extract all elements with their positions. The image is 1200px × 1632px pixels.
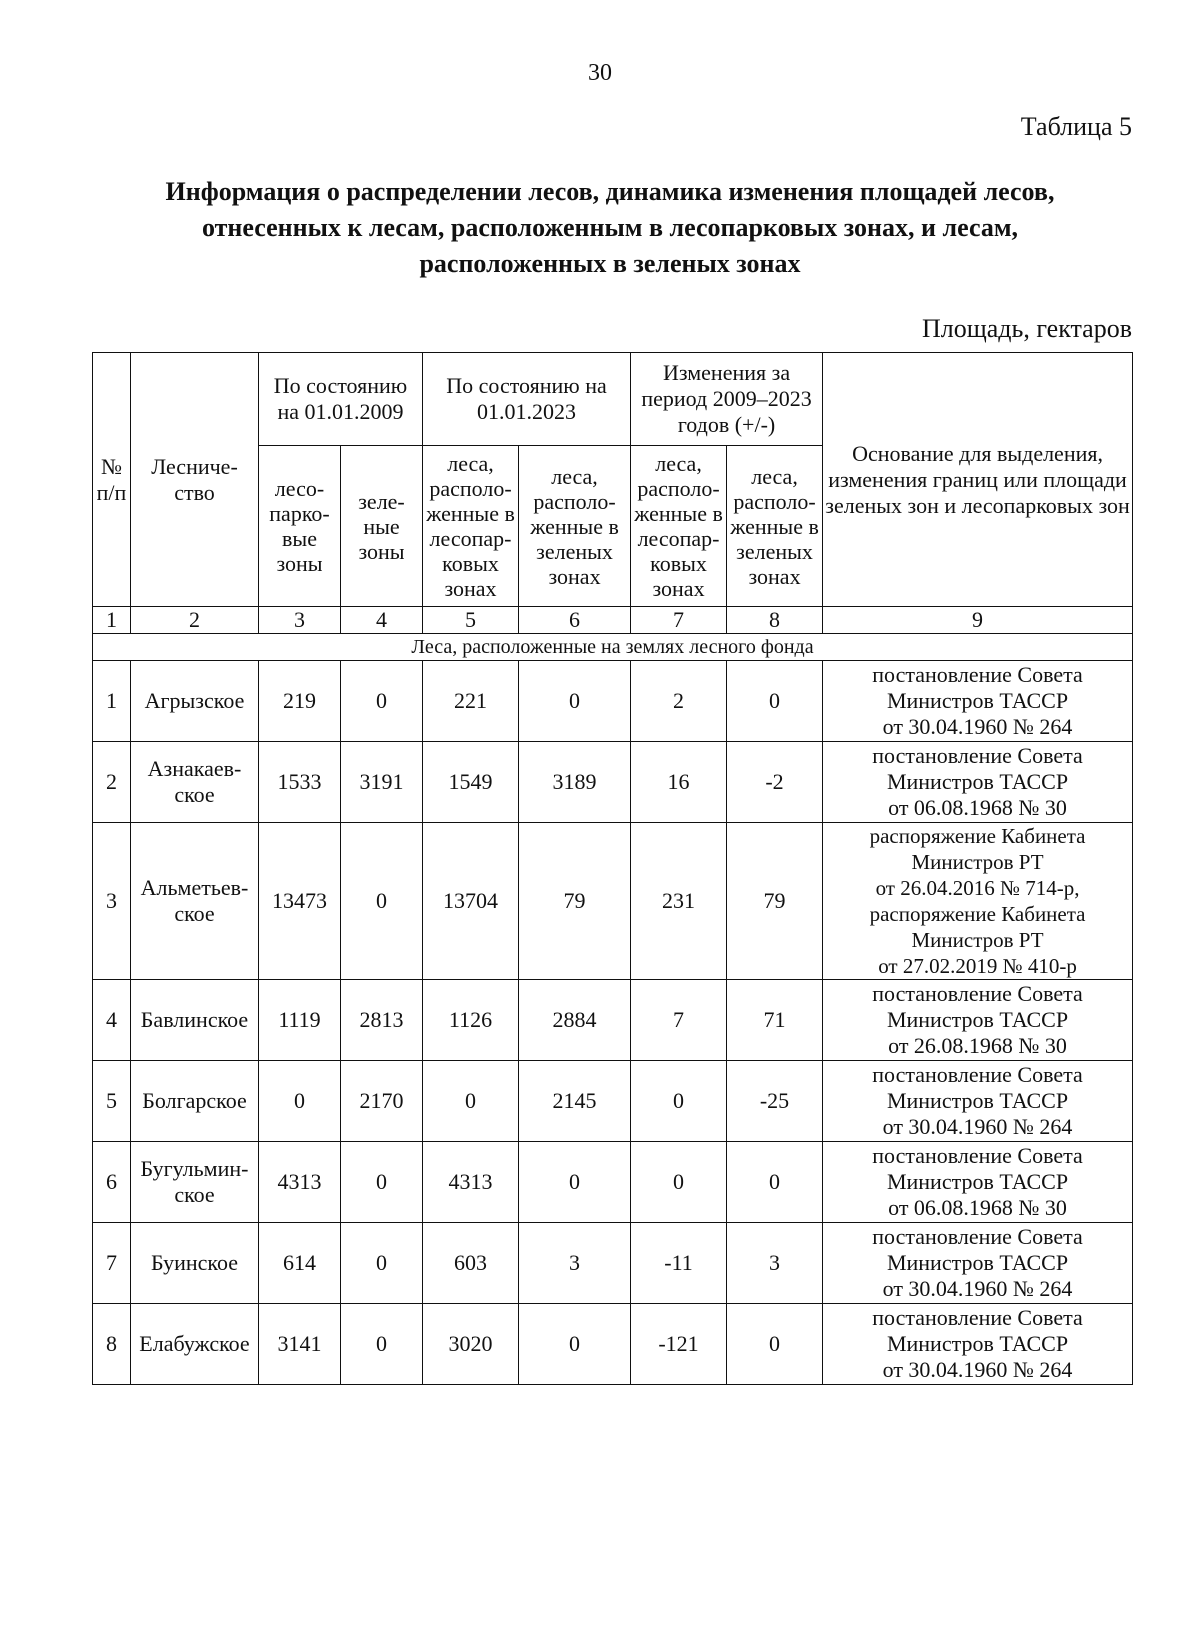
forestry-name: Бавлинское [131,980,259,1061]
row-number: 2 [93,742,131,823]
basis-line: от 30.04.1960 № 264 [882,1357,1073,1382]
row-number: 3 [93,823,131,980]
change-green-zone: 71 [727,980,823,1061]
basis-line: Министров ТАССР [886,1007,1069,1032]
title-line: отнесенных к лесам, расположенным в лесопарковых зонах, и лесам, [201,213,1019,242]
forestry-name: Елабужское [131,1304,259,1385]
change-green-zone: 79 [727,823,823,980]
basis-line: Министров ТАССР [886,1169,1069,1194]
basis-line: от 30.04.1960 № 264 [882,1276,1073,1301]
change-forest-park: 16 [631,742,727,823]
row-number: 1 [93,661,131,742]
header-state-2023: По состоянию на 01.01.2023 [423,353,631,446]
basis-cell [823,1142,1133,1223]
row-number: 7 [93,1223,131,1304]
forest-park-2009: 0 [259,1061,341,1142]
forest-park-2023: 13704 [423,823,519,980]
column-number: 1 [93,607,131,634]
change-green-zone: 0 [727,661,823,742]
header-forests-in-green-zones: леса, располо-женные в зеленых зонах [519,446,631,607]
table-row [93,1061,1133,1142]
basis-line: от 26.08.1968 № 30 [888,1033,1067,1058]
column-numbers-row [93,607,1133,634]
table-row [93,823,1133,980]
green-zone-2009: 0 [341,1223,423,1304]
forest-park-2009: 219 [259,661,341,742]
green-zone-2023: 2145 [519,1061,631,1142]
title-line: Информация о распределении лесов, динамика изменения площадей лесов, [165,177,1055,206]
basis-line: от 26.04.2016 № 714-р, [875,876,1080,900]
forest-park-2009: 614 [259,1223,341,1304]
forest-distribution-table [92,352,1133,1385]
basis-line: Министров ТАССР [886,688,1069,713]
basis-cell [823,742,1133,823]
table-row [93,742,1133,823]
table-row [93,1304,1133,1385]
change-green-zone: -25 [727,1061,823,1142]
column-number: 8 [727,607,823,634]
page-number: 30 [588,60,612,86]
basis-cell [823,823,1133,980]
forestry-name: Бугульмин-ское [131,1142,259,1223]
column-number: 5 [423,607,519,634]
green-zone-2009: 0 [341,661,423,742]
forest-park-2009: 4313 [259,1142,341,1223]
row-number: 5 [93,1061,131,1142]
header-basis: Основание для выделения, изменения границ или площади зеленых зон и лесопарковых зон [823,353,1133,607]
forest-park-2023: 603 [423,1223,519,1304]
green-zone-2023: 0 [519,1304,631,1385]
basis-line: распоряжение Кабинета [869,902,1086,926]
forestry-name: Агрызское [131,661,259,742]
change-forest-park: 231 [631,823,727,980]
header-forests-in-forest-park-zones: леса, располо-женные в лесопар-ковых зонах [423,446,519,607]
section-row [93,634,1133,661]
row-number: 4 [93,980,131,1061]
column-number: 4 [341,607,423,634]
forest-park-2023: 0 [423,1061,519,1142]
green-zone-2009: 0 [341,823,423,980]
forestry-name: Альметьев-ское [131,823,259,980]
forest-park-2023: 4313 [423,1142,519,1223]
basis-line: от 30.04.1960 № 264 [882,1114,1073,1139]
change-green-zone: 0 [727,1304,823,1385]
green-zone-2009: 0 [341,1142,423,1223]
forest-park-2023: 1126 [423,980,519,1061]
basis-line: Министров ТАССР [886,769,1069,794]
forest-park-2023: 1549 [423,742,519,823]
basis-line: Министров ТАССР [886,1331,1069,1356]
basis-line: постановление Совета [872,1062,1083,1087]
change-forest-park: -11 [631,1223,727,1304]
section-title: Леса, расположенные на землях лесного фонда [93,634,1133,661]
forest-park-2023: 221 [423,661,519,742]
change-green-zone: 3 [727,1223,823,1304]
row-number: 8 [93,1304,131,1385]
forestry-name: Буинское [131,1223,259,1304]
basis-line: от 27.02.2019 № 410-р [878,954,1077,978]
column-number: 3 [259,607,341,634]
green-zone-2023: 0 [519,1142,631,1223]
basis-line: Министров РТ [911,928,1044,952]
column-number: 2 [131,607,259,634]
basis-cell [823,1304,1133,1385]
header-change: Изменения за период 2009–2023 годов (+/-) [631,353,823,446]
forestry-name: Азнакаев-ское [131,742,259,823]
basis-cell [823,661,1133,742]
basis-line: Министров ТАССР [886,1088,1069,1113]
basis-line: от 30.04.1960 № 264 [882,714,1073,739]
basis-cell [823,1061,1133,1142]
basis-line: от 06.08.1968 № 30 [888,795,1067,820]
header-green-zones: зеле-ные зоны [341,446,423,607]
basis-line: постановление Совета [872,662,1083,687]
change-forest-park: 2 [631,661,727,742]
basis-cell [823,980,1133,1061]
forest-park-2009: 3141 [259,1304,341,1385]
green-zone-2009: 2170 [341,1061,423,1142]
basis-line: распоряжение Кабинета [869,824,1086,848]
table-row [93,980,1133,1061]
table-row [93,1142,1133,1223]
green-zone-2009: 3191 [341,742,423,823]
document-title [100,174,1120,282]
header-state-2009: По состоянию на 01.01.2009 [259,353,423,446]
basis-cell [823,1223,1133,1304]
basis-line: Министров РТ [911,850,1044,874]
green-zone-2023: 3 [519,1223,631,1304]
column-number: 7 [631,607,727,634]
change-green-zone: -2 [727,742,823,823]
table-row [93,661,1133,742]
change-forest-park: 0 [631,1142,727,1223]
green-zone-2009: 2813 [341,980,423,1061]
change-forest-park: -121 [631,1304,727,1385]
basis-line: постановление Совета [872,981,1083,1006]
change-forest-park: 7 [631,980,727,1061]
basis-line: постановление Совета [872,1305,1083,1330]
header-forest-park-zones: лесо-парко-вые зоны [259,446,341,607]
green-zone-2023: 2884 [519,980,631,1061]
green-zone-2023: 0 [519,661,631,742]
green-zone-2009: 0 [341,1304,423,1385]
title-line: расположенных в зеленых зонах [419,249,801,278]
header-change-forest-park-zones: леса, располо-женные в лесопар-ковых зонах [631,446,727,607]
green-zone-2023: 3189 [519,742,631,823]
change-green-zone: 0 [727,1142,823,1223]
basis-line: от 06.08.1968 № 30 [888,1195,1067,1220]
forestry-name: Болгарское [131,1061,259,1142]
basis-line: постановление Совета [872,743,1083,768]
row-number: 6 [93,1142,131,1223]
green-zone-2023: 79 [519,823,631,980]
units-label: Площадь, гектаров [921,314,1132,343]
column-number: 9 [823,607,1133,634]
header-change-green-zones: леса, располо-женные в зеленых зонах [727,446,823,607]
forest-park-2009: 13473 [259,823,341,980]
table-label: Таблица 5 [1020,112,1132,141]
forest-park-2023: 3020 [423,1304,519,1385]
table-row [93,1223,1133,1304]
basis-line: постановление Совета [872,1143,1083,1168]
change-forest-park: 0 [631,1061,727,1142]
header-num: № п/п [93,353,131,607]
table-header [93,353,1133,607]
header-forestry: Лесниче-ство [131,353,259,607]
forest-park-2009: 1533 [259,742,341,823]
column-number: 6 [519,607,631,634]
basis-line: Министров ТАССР [886,1250,1069,1275]
forest-park-2009: 1119 [259,980,341,1061]
basis-line: постановление Совета [872,1224,1083,1249]
